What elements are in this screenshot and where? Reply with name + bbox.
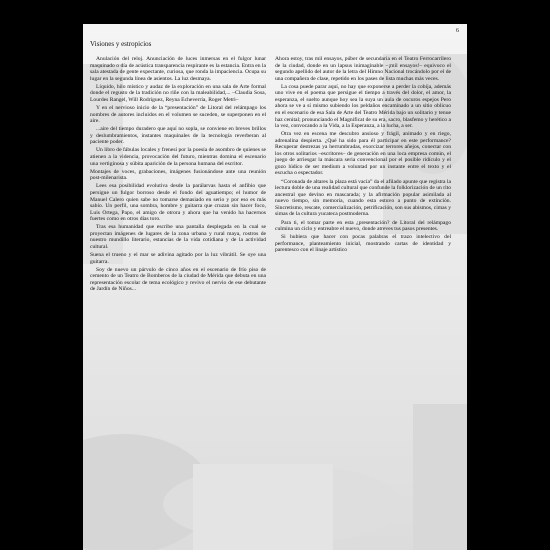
page-number: 6 (456, 28, 459, 34)
paragraph: Otra vez en escena me descubro ansioso y frágil, animado y en riego, adrenalina despierta. ¿Qué ha sido para él participar en este performance? Recuperar destrezas ya herrumbradas, exorcizar terrores añejos, conectar con los otros solitarios –escritores– de generación en una loca empresa común, el juego de arriesgar la máscara seria convencional por el posible ridículo y el gozo lúdico de ser medium a voluntad por un instante entre el texto y el escucha o espectador. (275, 131, 451, 177)
paragraph: Lees esa posibilidad evolutiva desde la parálarvas hasta el anfibio que persigue un fulgor borroso desde el fondo del aguatiempo; el humor de Manuel Calero quien sabe no tomarse demasiado en serio y por eso es más sabio. Un perfil, una sombra, hombre y guitarra que cruzan sin hacer foco, Luis Ortega, Papo, el amigo de otrora y ahora que ha venido ha hacernos fuertes como en otros días toro. (90, 183, 266, 223)
paragraph: Para ti, el tomar parte en esta ¿presentación? de Litoral del relámpago culmina un ciclo y entreabre el nuevo, donde atreves tus pasos presentes. (275, 219, 451, 233)
paragraph: Y en el nervioso inicio de la “presentación” de Litoral del relámpago los nombres de autores incluidos en el volumen se suceden, se superponen en el aire. (90, 105, 266, 125)
paragraph: ...aire del tiempo duradero que aquí no sopla, se conviene en breves brillos y deslumbramientos, instantes maquinales de la tecnología reverberan al paciente poder. (90, 126, 266, 146)
paragraph: “Coronada de altares la plaza está vacía” da el afilado apunte que registra la lectura doble de una realidad cultural que confunde la folklorización de un rito ancestral que devino en mascarada; y la afirmación popular asimilada al nuevo tiempo, sin memoria, cuando esta estuvo a punto de extinción. Sincretismo, rescate, comercialización, petrificación, son sus abismos, cimas y simas de la cultura yucateca postmoderna. (275, 178, 451, 218)
paragraph: Suena el trueno y el mar se adivina agitado por la luz vibrátil. Se oye una guitarra. (90, 252, 266, 265)
paragraph: Ahora estoy, tras mil ensayos, púber de secundaria en el Teatro Ferrocarrilero de la ciudad, donde en un lapsus inimaginable –¡mil ensayos!– equivoco el segundo apellido del autor de la letra del Himno Nacional trocándolo por el de una compañera de clase, repetido en los pases de lista muchas más veces. (275, 56, 451, 82)
paragraph: Soy de nuevo un párvulo de cinco años en el escenario de frío piso de cemento de un Teatro de Bomberos de la ciudad de Mérida que debuta en una representación escolar de tema ecológico y revivo el nervio de ese debutante de Jardín de Niños... (90, 266, 266, 293)
paragraph: Tras esa humanidad que escribe una pantalla desplegada en la cual se proyectan imágenes de lugares de la zona urbana y rural maya, rostros de nuestro mundillo literario, estancias de la vida cotidiana y de la actividad cultural. (90, 224, 266, 250)
paragraph: Montajes de voces, grabaciones, imágenes fusionándose ante una reunión post-milenarista. (90, 168, 266, 182)
right-column (275, 56, 451, 255)
left-column (90, 56, 266, 295)
paragraph: Anulación del reloj. Anunciación de luces inmersas en el fulgor lunar maquinado o día de acústica transparencia respirante es la estancia. Entra en la sala atestada de gente expectante, curiosa, que ronda la impaciencia. Ocupa su lugar en la segunda línea de asientos. La luz desmaya. (90, 56, 266, 82)
paragraph: Líquido, hilo místico y audaz de la exploración en una sala de Arte formal donde el regusto de la tradición no riñe con la maleabilidad,... –Claudia Sosa, Lourdes Rangel, Will Rodríguez, Reyna Echeverría, Roger Metri– (90, 83, 266, 103)
paragraph: Si hubiera que hacer con pocas palabras el trazo intelectivo del performance, planteamiento inicial, mostrando cartas de identidad y parentesco con el linaje artístico (275, 234, 451, 254)
paragraph: Un libro de fábulas locales y frenesí por la poesía de asombro de quienes se atienen a la videncia, provocación del futuro, mientras domina el escenario una vertiginosa y súbita aparición de la persona humana del escritor. (90, 147, 266, 167)
document-page (83, 24, 467, 550)
section-title: Visiones y estropicios (90, 40, 152, 48)
paragraph: La cosa puede parar aquí, no hay que exponerse a perder la cobija, además uno vive en el poema que persigue el tiempo a través del dolor, el amor, la esperanza, el suelto aunque hoy sea la suya un aula de oscuros espejos Pero ahora se ve a sí mismo subiendo los peldaños encaminado a un sitio oblicuo en el escenario de esa Sala de Arte del Teatro Mérida bajo un solitario y tenue haz cenital; pronunciando el Magnificat de su era, sacro, blasfemo y herético a la vez, convocando a la Vida, a la Esperanza, a la lucha, a ser. (275, 83, 451, 130)
